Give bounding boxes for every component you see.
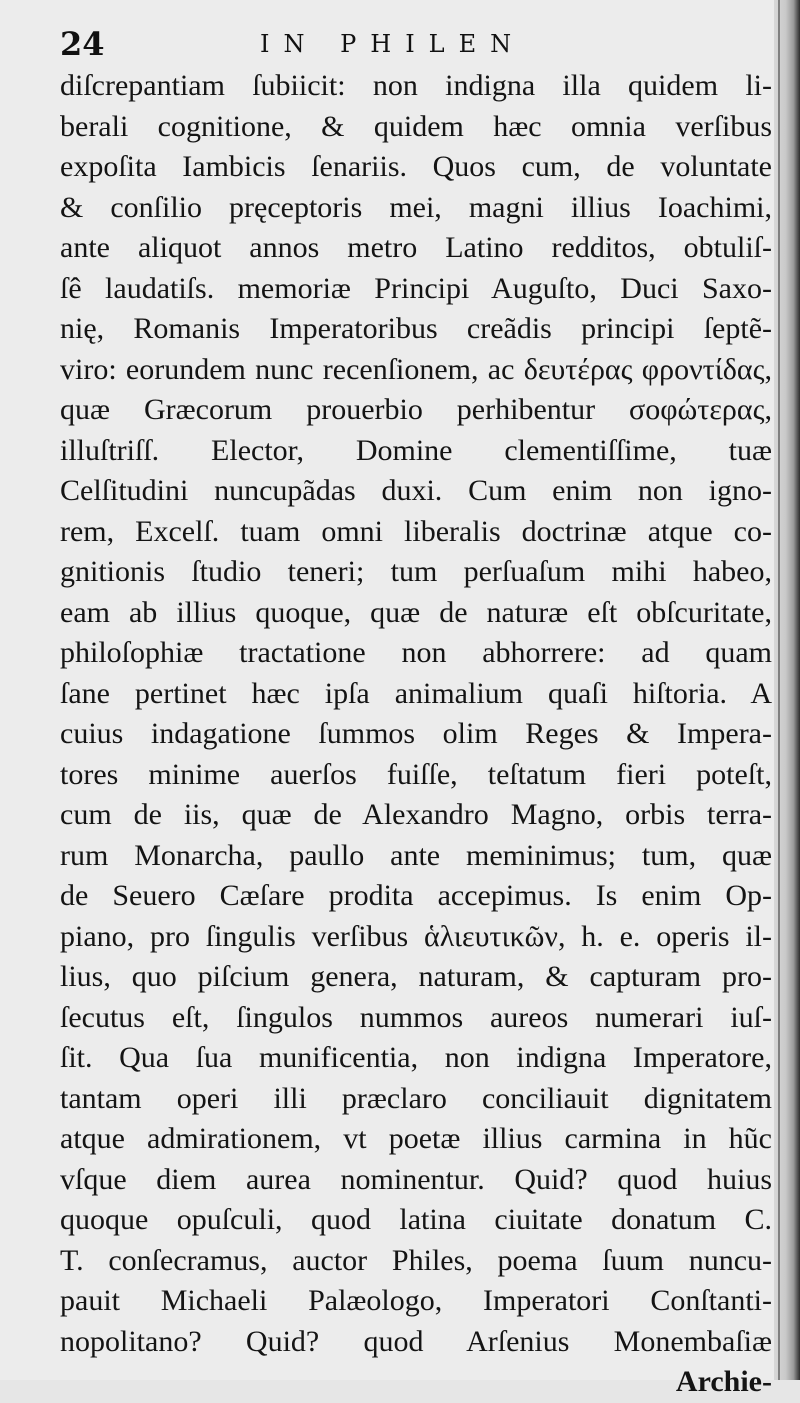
text-line: cuius indagatione ſummos olim Reges & Impera- (60, 717, 772, 750)
text-line: berali cognitione, & quidem hæc omnia verſibus (60, 109, 772, 143)
text-line: atque admirationem, vt poetæ illius carmina in hũc (60, 1122, 772, 1155)
text-line: rem, Excelſ. tuam omni liberalis doctrinæ atque co- (60, 514, 772, 548)
text-line: ante aliquot annos metro Latino redditos, obtuliſ- (60, 231, 772, 264)
text-line: nię, Romanis Imperatoribus creãdis principi ſeptẽ- (60, 312, 772, 345)
text-line: quoque opuſculi, quod latina ciuitate donatum C. (60, 1203, 772, 1236)
text-line: cum de iis, quæ de Alexandro Magno, orbis terra- (60, 798, 772, 831)
text-line: & conſilio pręceptoris mei, magni illius Ioachimi, (60, 190, 772, 224)
text-line: T. conſecramus, auctor Philes, poema ſuum nuncu- (60, 1243, 772, 1277)
text-line: tores minime auerſos fuiſſe, teſtatum fieri poteſt, (60, 757, 772, 791)
catchword: Archie- (675, 1365, 772, 1398)
text-line: ſit. Qua ſua munificentia, non indigna Imperatore, (60, 1041, 772, 1074)
text-line: philoſophiæ tractatione non abhorrere: ad quam (60, 636, 772, 669)
text-line: eam ab illius quoque, quæ de naturæ eſt obſcuritate, (60, 595, 772, 629)
text-line: gnitionis ſtudio teneri; tum perſuaſum mihi habeo, (60, 555, 772, 588)
text-line: lius, quo piſcium genera, naturam, & capturam pro- (60, 960, 772, 993)
text-line: piano, pro ſingulis verſibus ἁλιευτικῶν, h. e. operis il- (60, 919, 772, 953)
text-line: rum Monarcha, paullo ante meminimus; tum, quæ (60, 838, 772, 872)
page-header (60, 22, 760, 66)
catchword-line (60, 1362, 772, 1403)
running-head: IN PHILEN (260, 30, 526, 58)
text-line: ſecutus eſt, ſingulos nummos aureos numerari iuſ- (60, 1000, 772, 1034)
text-line: diſcrepantiam ſubiicit: non indigna illa quidem li- (60, 69, 772, 102)
page-number: 24 (60, 25, 105, 63)
text-line: Celſitudini nuncupãdas duxi. Cum enim non igno- (60, 474, 772, 507)
text-line: nopolitano? Quid? quod Arſenius Monembaſiæ (60, 1324, 772, 1358)
page-edge-line (778, 0, 780, 1380)
text-line: expoſita Iambicis ſenariis. Quos cum, de voluntate (60, 150, 772, 183)
text-line: quæ Græcorum prouerbio perhibentur σοφώτερας, (60, 393, 772, 426)
text-line: pauit Michaeli Palæologo, Imperatori Conſtanti- (60, 1284, 772, 1317)
text-line: ſê laudatiſs. memoriæ Principi Auguſto, Duci Saxo- (60, 271, 772, 305)
text-line: tantam operi illi præclaro conciliauit dignitatem (60, 1081, 772, 1115)
text-line: illuſtriſſ. Elector, Domine clementiſſime, tuæ (60, 433, 772, 467)
text-line: vſque diem aurea nominentur. Quid? quod huius (60, 1162, 772, 1196)
text-line: de Seuero Cæſare prodita accepimus. Is enim Op- (60, 879, 772, 912)
text-line: ſane pertinet hæc ipſa animalium quaſi hiſtoria. A (60, 676, 772, 710)
body-text (60, 66, 772, 1403)
text-line: viro: eorundem nunc recenſionem, ac δευτέρας φροντίδας, (60, 352, 772, 386)
